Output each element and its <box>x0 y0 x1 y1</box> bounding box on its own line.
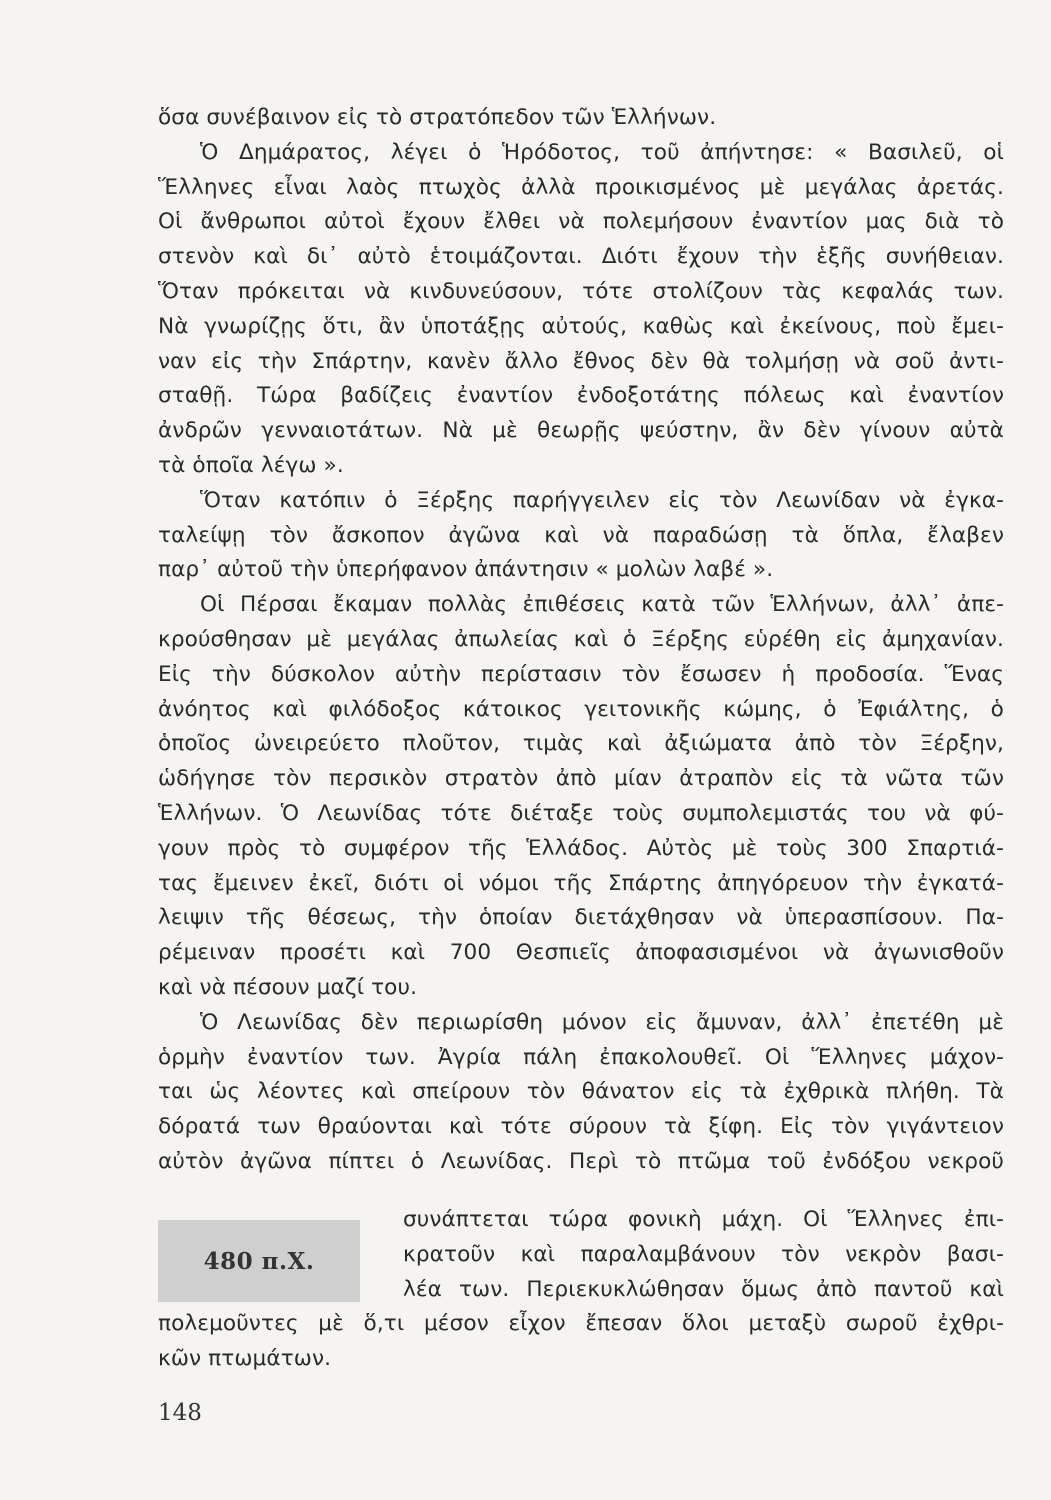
text-line: ἀνόητος καὶ φιλόδοξος κάτοικος γειτονικῆς κώμης, ὁ Ἐφιάλτης, ὁ <box>158 696 1004 722</box>
text-line: Ἑλλήνων. Ὁ Λεωνίδας τότε διέταξε τοὺς συμπολεμιστάς του νὰ φύ- <box>158 800 1004 826</box>
text-line: γουν πρὸς τὸ συμφέρον τῆς Ἑλλάδος. Αὐτὸς μὲ τοὺς 300 Σπαρτιά- <box>158 835 1004 861</box>
text-line: Νὰ γνωρίζῃς ὅτι, ἂν ὑποτάξῃς αὐτούς, καθὼς καὶ ἐκείνους, ποὺ ἔμει- <box>158 313 1004 339</box>
text-line: συνάπτεται τώρα φονικὴ μάχη. Οἱ Ἕλληνες ἐπι- <box>403 1207 1004 1232</box>
main-text-block <box>158 101 1004 1180</box>
text-line: Ὁ Λεωνίδας δὲν περιωρίσθη μόνον εἰς ἄμυναν, ἀλλ᾽ ἐπετέθη μὲ <box>200 1009 1004 1035</box>
text-line: στενὸν καὶ δι᾽ αὐτὸ ἑτοιμάζονται. Διότι ἔχουν τὴν ἑξῆς συνήθειαν. <box>158 244 1004 270</box>
text-line: τὰ ὁποῖα λέγω ». <box>158 452 344 478</box>
text-line: ὁποῖος ὠνειρεύετο πλοῦτον, τιμὰς καὶ ἀξιώματα ἀπὸ τὸν Ξέρξην, <box>158 731 1004 757</box>
text-line: αὐτὸν ἀγῶνα πίπτει ὁ Λεωνίδας. Περὶ τὸ πτῶμα τοῦ ἐνδόξου νεκροῦ <box>158 1148 1004 1174</box>
text-line: Ὅταν πρόκειται νὰ κινδυνεύσουν, τότε στολίζουν τὰς κεφαλάς των. <box>158 278 1004 304</box>
text-line: Ὁ Δημάρατος, λέγει ὁ Ἡρόδοτος, τοῦ ἀπήντησε: « Βασιλεῦ, οἱ <box>200 139 1004 165</box>
text-line: Οἱ ἄνθρωποι αὐτοὶ ἔχουν ἔλθει νὰ πολεμήσουν ἐναντίον μας διὰ τὸ <box>158 209 1004 235</box>
page-number: 148 <box>158 1400 202 1426</box>
text-line: Ὅταν κατόπιν ὁ Ξέρξης παρήγγειλεν εἰς τὸν Λεωνίδαν νὰ ἐγκα- <box>200 487 1004 513</box>
margin-date-label: 480 π.Χ. <box>203 1247 315 1275</box>
text-line: κρατοῦν καὶ παραλαμβάνουν τὸν νεκρὸν βασι- <box>403 1241 1004 1267</box>
text-line: ρέμειναν προσέτι καὶ 700 Θεσπιεῖς ἀποφασισμένοι νὰ ἀγωνισθοῦν <box>158 940 1004 966</box>
text-line: δόρατά των θραύονται καὶ τότε σύρουν τὰ ξίφη. Εἰς τὸν γιγάντειον <box>158 1114 1004 1140</box>
wrapped-text-block <box>403 1203 1004 1307</box>
text-line: Εἰς τὴν δύσκολον αὐτὴν περίστασιν τὸν ἔσωσεν ἡ προδοσία. Ἕνας <box>158 661 1004 687</box>
closing-text-block <box>158 1307 1004 1377</box>
text-line: ται ὡς λέοντες καὶ σπείρουν τὸν θάνατον εἰς τὰ ἐχθρικὰ πλήθη. Τὰ <box>158 1079 1004 1105</box>
text-line: ναν εἰς τὴν Σπάρτην, κανὲν ἄλλο ἔθνος δὲν θὰ τολμήσῃ νὰ σοῦ ἀντι- <box>158 348 1004 374</box>
text-line: ὅσα συνέβαινον εἰς τὸ στρατόπεδον τῶν Ἑλλήνων. <box>158 105 717 130</box>
text-line: ὡδήγησε τὸν περσικὸν στρατὸν ἀπὸ μίαν ἀτραπὸν εἰς τὰ νῶτα τῶν <box>158 766 1004 792</box>
text-line: Οἱ Πέρσαι ἔκαμαν πολλὰς ἐπιθέσεις κατὰ τῶν Ἑλλήνων, ἀλλ᾽ ἀπε- <box>200 592 1004 618</box>
text-line: λέα των. Περιεκυκλώθησαν ὅμως ἀπὸ παντοῦ καὶ <box>403 1276 1004 1302</box>
text-line: Ἕλληνες εἶναι λαὸς πτωχὸς ἀλλὰ προικισμένος μὲ μεγάλας ἀρετάς. <box>158 174 1004 200</box>
text-line: ἀνδρῶν γενναιοτάτων. Νὰ μὲ θεωρῇς ψεύστην, ἂν δὲν γίνουν αὐτὰ <box>158 418 1004 444</box>
text-line: ταλείψῃ τὸν ἄσκοπον ἀγῶνα καὶ νὰ παραδώσῃ τὰ ὅπλα, ἔλαβεν <box>158 522 1004 548</box>
text-line: λειψιν τῆς θέσεως, τὴν ὁποίαν διετάχθησαν νὰ ὑπερασπίσουν. Πα- <box>158 905 1004 931</box>
text-line: σταθῇ. Τώρα βαδίζεις ἐναντίον ἐνδοξοτάτης πόλεως καὶ ἐναντίον <box>158 383 1004 409</box>
text-line: καὶ νὰ πέσουν μαζί του. <box>158 974 418 1000</box>
text-line: κρούσθησαν μὲ μεγάλας ἀπωλείας καὶ ὁ Ξέρξης εὑρέθη εἰς ἀμηχανίαν. <box>158 626 1004 652</box>
text-line: παρ᾽ αὐτοῦ τὴν ὑπερήφανον ἀπάντησιν « μολὼν λαβέ ». <box>158 557 774 583</box>
text-line: ὁρμὴν ἐναντίον των. Ἀγρία πάλη ἐπακολουθεῖ. Οἱ Ἕλληνες μάχον- <box>158 1044 1004 1070</box>
margin-date-box <box>158 1220 360 1302</box>
text-line: κῶν πτωμάτων. <box>158 1345 332 1371</box>
text-line: τας ἔμεινεν ἐκεῖ, διότι οἱ νόμοι τῆς Σπάρτης ἀπηγόρευον τὴν ἐγκατά- <box>158 870 1004 896</box>
text-line: πολεμοῦντες μὲ ὅ,τι μέσον εἶχον ἔπεσαν ὅλοι μεταξὺ σωροῦ ἐχθρι- <box>158 1311 1004 1336</box>
